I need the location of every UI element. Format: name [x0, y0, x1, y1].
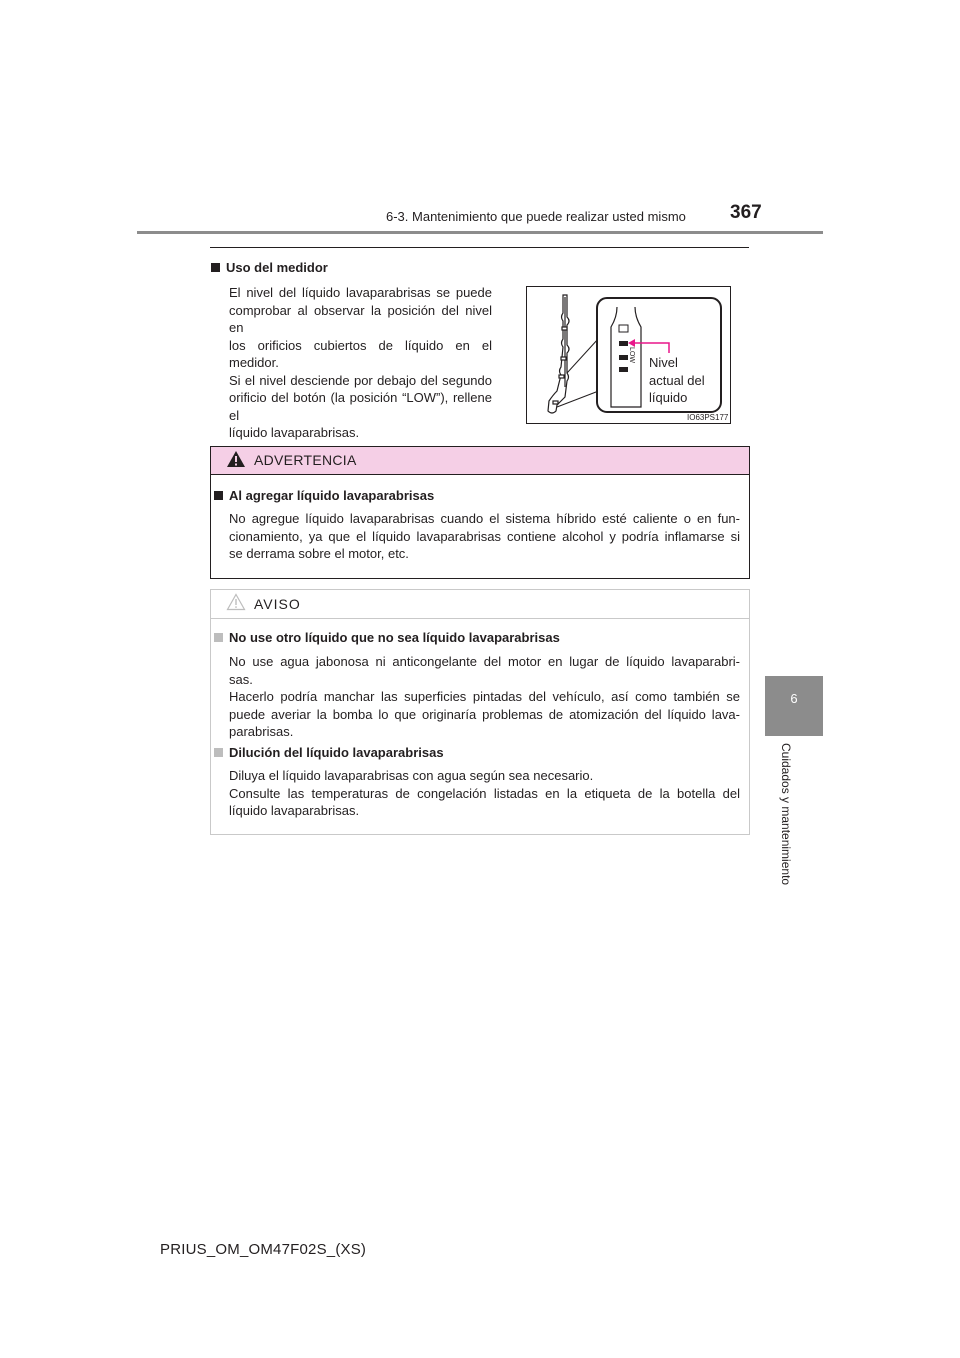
warning-line: No agregue líquido lavaparabrisas cuando el sistema híbrido esté caliente o en fun- [229, 511, 740, 526]
notice-line: líquido lavaparabrisas. [229, 803, 360, 818]
paragraph-line: líquido lavaparabrisas. [229, 425, 360, 440]
square-bullet-icon [214, 748, 223, 757]
notice-item-heading [214, 745, 444, 760]
warning-item-heading [214, 488, 434, 503]
notice-line: sas. [229, 671, 253, 687]
page-number: 367 [730, 202, 762, 223]
square-bullet-icon [214, 491, 223, 500]
notice-line: puede averiar la bomba lo que originaría problemas de atomización del líquido lava- [229, 706, 740, 722]
header-divider [137, 231, 823, 234]
figure-callout [649, 354, 705, 407]
warning-line: se derrama sobre el motor, etc. [229, 546, 409, 561]
notice-item-heading [214, 630, 560, 645]
section-paragraph [229, 284, 492, 442]
chapter-title: Cuidados y mantenimiento [779, 743, 793, 886]
notice-header-divider [211, 618, 749, 619]
callout-line: Nivel [649, 355, 678, 370]
paragraph-line: Si el nivel desciende por debajo del segundo [229, 372, 492, 388]
caution-triangle-outline-icon [226, 593, 246, 611]
notice-line: parabrisas. [229, 724, 294, 739]
section-heading [211, 260, 328, 275]
notice-item-text [229, 653, 740, 741]
figure-code: IO63PS177 [687, 413, 729, 422]
section-heading-text: Uso del medidor [226, 260, 328, 275]
notice-line: No use agua jabonosa ni anticongelante del motor en lugar de líquido lavaparabri- [229, 654, 740, 669]
notice-line: Hacerlo podría manchar las superficies pintadas del vehículo, así como también se [229, 689, 740, 704]
warning-item-text [229, 510, 740, 563]
header-section-title: 6-3. Mantenimiento que puede realizar usted mismo [386, 209, 686, 224]
notice-item-heading-text: Dilución del líquido lavaparabrisas [229, 745, 444, 760]
paragraph-line: orificio del botón (la posición “LOW”), rellene el [229, 390, 492, 423]
section-divider [210, 247, 749, 248]
warning-line: cionamiento, ya que el líquido lavaparabrisas contiene alcohol y podría inflamarse si [229, 528, 740, 544]
paragraph-line: los orificios cubiertos de líquido en el medidor. [229, 337, 492, 370]
notice-item-heading-text: No use otro líquido que no sea líquido lavaparabrisas [229, 630, 560, 645]
square-bullet-icon [214, 633, 223, 642]
square-bullet-icon [211, 263, 220, 272]
notice-title: AVISO [254, 596, 301, 612]
footer-doc-code: PRIUS_OM_OM47F02S_(XS) [160, 1241, 367, 1258]
paragraph-line: comprobar al observar la posición del nivel en [229, 302, 492, 335]
chapter-tab [765, 676, 823, 736]
notice-line: Diluya el líquido lavaparabrisas con agua según sea necesario. [229, 768, 594, 783]
warning-title: ADVERTENCIA [254, 452, 357, 468]
gauge-low-label: LOW [628, 347, 635, 363]
warning-item-heading-text: Al agregar líquido lavaparabrisas [229, 488, 435, 503]
callout-line: líquido [649, 390, 688, 405]
dipstick-icon [548, 295, 569, 413]
fluid-level-figure [526, 286, 731, 424]
callout-line: actual del [649, 372, 705, 388]
notice-item-text [229, 767, 740, 820]
paragraph-line: El nivel del líquido lavaparabrisas se puede [229, 285, 492, 300]
warning-triangle-icon [226, 450, 246, 468]
notice-line: Consulte las temperaturas de congelación listadas en la etiqueta de la botella del [229, 785, 740, 801]
chapter-number: 6 [790, 691, 798, 706]
